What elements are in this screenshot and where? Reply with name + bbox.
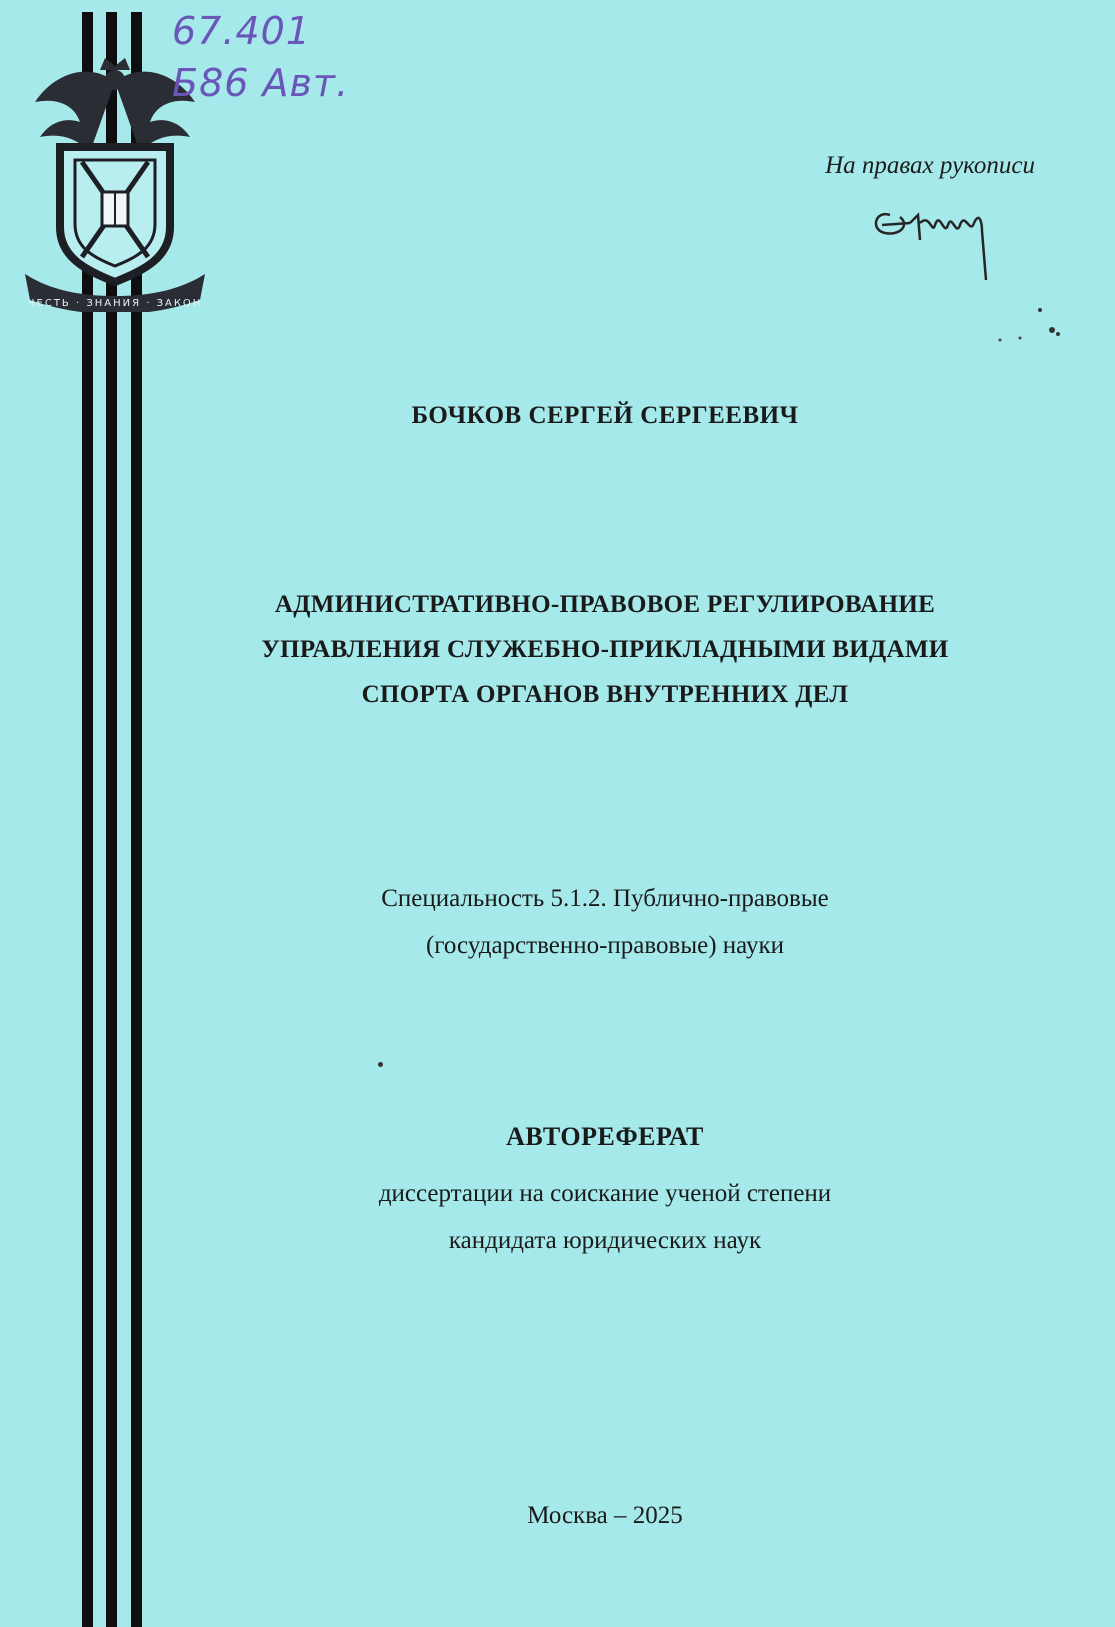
abstract-heading: АВТОРЕФЕРАТ bbox=[506, 1122, 704, 1151]
handwritten-line-2: Б86 Авт. bbox=[172, 61, 350, 105]
specialty-line-2: (государственно-правовые) науки bbox=[425, 932, 785, 959]
author-name: БОЧКОВ СЕРГЕЙ СЕРГЕЕВИЧ bbox=[411, 402, 799, 429]
svg-text:ЧЕСТЬ · ЗНАНИЯ · ЗАКОН: ЧЕСТЬ · ЗНАНИЯ · ЗАКОН bbox=[27, 298, 203, 309]
abstract-description bbox=[150, 1170, 1060, 1264]
ink-dot bbox=[378, 1062, 383, 1067]
rights-note: На правах рукописи bbox=[825, 152, 1035, 179]
city-year: Москва – 2025 bbox=[527, 1502, 683, 1529]
specialty-line-1: Специальность 5.1.2. Публично-правовые bbox=[381, 885, 829, 912]
handwritten-line-1: 67.401 bbox=[172, 9, 311, 53]
dissertation-title bbox=[150, 582, 1060, 717]
specialty bbox=[150, 875, 1060, 969]
signature-mark bbox=[870, 195, 1030, 295]
title-line-3: СПОРТА ОРГАНОВ ВНУТРЕННИХ ДЕЛ bbox=[361, 681, 849, 708]
title-line-1: АДМИНИСТРАТИВНО-ПРАВОВОЕ РЕГУЛИРОВАНИЕ bbox=[274, 591, 936, 618]
abstract-line-1: диссертации на соискание ученой степени bbox=[378, 1180, 832, 1207]
title-line-2: УПРАВЛЕНИЯ СЛУЖЕБНО-ПРИКЛАДНЫМИ ВИДАМИ bbox=[261, 636, 949, 663]
ink-specks bbox=[980, 300, 1080, 350]
abstract-line-2: кандидата юридических наук bbox=[448, 1227, 762, 1254]
handwritten-catalog-marks bbox=[172, 5, 392, 109]
